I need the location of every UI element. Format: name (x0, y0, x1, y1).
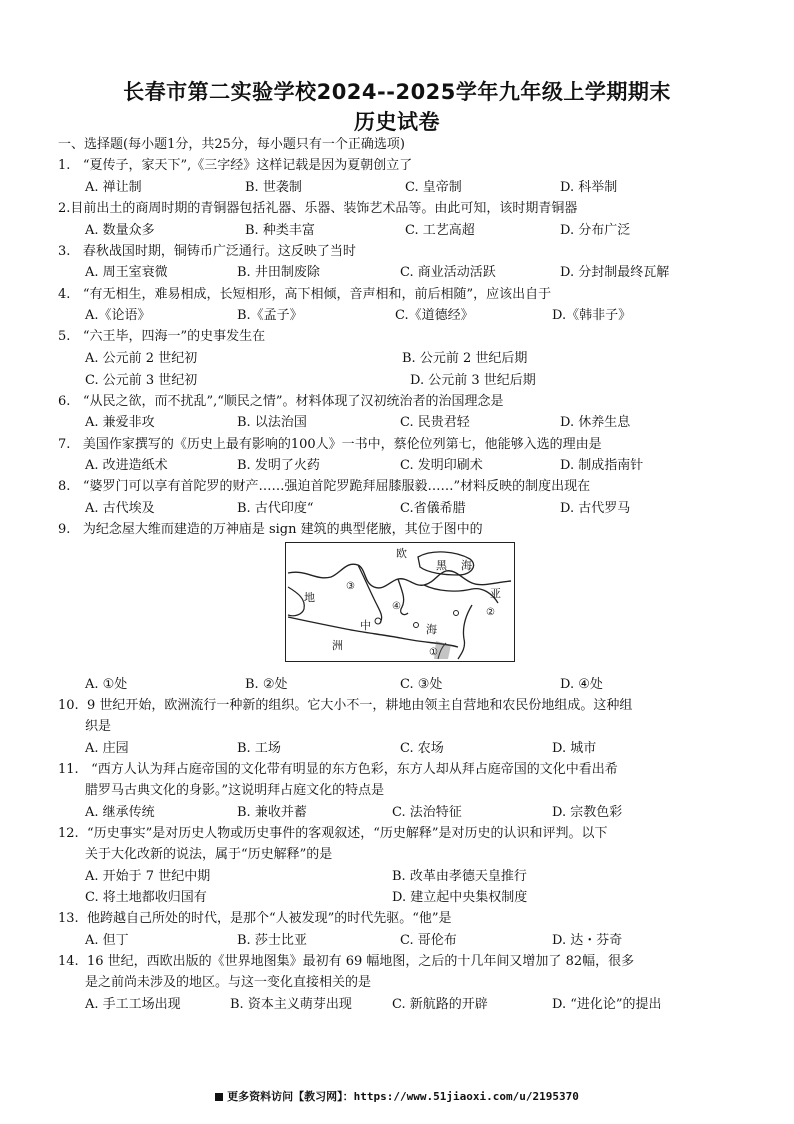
question-8: 8. “婆罗门可以享有首陀罗的财产……强迫首陀罗跪拜屈膝服毅……”材料反映的制度出现在 (58, 479, 591, 494)
option-9c: C. ③处 (400, 677, 443, 692)
map-label-zhou: 洲 (332, 639, 343, 652)
option-5d: D. 公元前 3 世纪后期 (410, 373, 536, 388)
option-4d: D.《韩非子》 (552, 308, 632, 323)
question-5: 5. “六王毕，四海一”的史事发生在 (58, 329, 266, 344)
footer-link[interactable]: 更多资料访问【教习网】：https://www.51jiaoxi.com/u/2195370 (0, 1088, 794, 1104)
option-1d: D. 科举制 (560, 180, 618, 195)
option-7c: C. 发明印刷术 (400, 458, 483, 473)
question-2: 2.目前出土的商周时期的青铜器包括礼器、乐器、装饰艺术品等。由此可知，该时期青铜器 (58, 201, 578, 216)
question-9: 9. 为纪念屋大维而建造的万神庙是 sign 建筑的典型佬腋，其位于图中的 (58, 522, 483, 537)
option-5c: C. 公元前 3 世纪初 (85, 373, 198, 388)
option-13c: C. 哥伦布 (400, 933, 457, 948)
map-marker-1: ① (429, 647, 438, 658)
option-3d: D. 分封制最终瓦解 (560, 265, 670, 280)
option-10a: A. 庄园 (85, 741, 129, 756)
option-2a: A. 数量众多 (85, 223, 155, 238)
map-label-sea2: 海 (426, 623, 437, 636)
option-12a: A. 开始于 7 世纪中期 (85, 869, 211, 884)
option-8a: A. 古代埃及 (85, 501, 155, 516)
map-drawing (286, 543, 513, 660)
option-1a: A. 禅让制 (85, 180, 142, 195)
question-14-cont: 是之前尚未涉及的地区。与这一变化直接相关的是 (85, 975, 372, 990)
question-3: 3. 春秋战国时期，铜铸币广泛通行。这反映了当时 (58, 244, 356, 259)
question-4: 4. “有无相生，难易相成，长短相形，高下相倾，音声相和，前后相随”，应该出自于 (58, 287, 552, 302)
option-2c: C. 工艺高超 (405, 223, 475, 238)
option-6d: D. 休养生息 (560, 415, 631, 430)
option-12c: C. 将土地都收归国有 (85, 890, 207, 905)
option-11c: C. 法治特征 (392, 805, 462, 820)
option-3b: B. 井田制废除 (237, 265, 320, 280)
island-crete (414, 623, 419, 628)
map-label-sea1: 海 (461, 559, 472, 572)
option-7a: A. 改进造纸术 (85, 458, 168, 473)
option-9d: D. ④处 (560, 677, 603, 692)
option-13a: A. 但丁 (85, 933, 129, 948)
option-14c: C. 新航路的开辟 (392, 997, 488, 1012)
map-label-europe: 欧 (396, 547, 407, 560)
option-11a: A. 继承传统 (85, 805, 155, 820)
asia-minor (424, 585, 498, 603)
question-14: 14. 16 世纪，西欧出版的《世界地图集》最初有 69 幅地图，之后的十几年间又增加了 82幅，很多 (58, 954, 635, 969)
exam-title-line1: 长春市第二实验学校2024--2025学年九年级上学期期末 (123, 80, 671, 104)
option-2b: B. 种类丰富 (245, 223, 315, 238)
option-10b: B. 工场 (237, 741, 281, 756)
map-label-zhong: 中 (360, 619, 371, 632)
exam-title-line2: 历史试卷 (354, 110, 440, 134)
question-10-cont: 织是 (85, 719, 112, 734)
italy-peninsula (358, 565, 382, 623)
map-marker-2: ② (486, 607, 495, 618)
option-3a: A. 周王室衰微 (85, 265, 168, 280)
option-6a: A. 兼爱非攻 (85, 415, 155, 430)
option-11d: D. 宗教色彩 (552, 805, 623, 820)
option-3c: C. 商业活动活跃 (400, 265, 496, 280)
option-11b: B. 兼收并蓄 (237, 805, 307, 820)
iberia (288, 587, 304, 616)
island-cyprus (454, 611, 459, 616)
option-4c: C.《道德经》 (395, 308, 474, 323)
option-1b: B. 世袭制 (245, 180, 302, 195)
option-14b: B. 资本主义萌芽出现 (230, 997, 352, 1012)
option-8c: C.省儀希腊 (400, 501, 466, 516)
option-1c: C. 皇帝制 (405, 180, 462, 195)
map-marker-3: ③ (346, 581, 355, 592)
option-8d: D. 古代罗马 (560, 501, 631, 516)
question-1: 1. “夏传子，家天下”,《三字经》这样记载是因为夏朝创立了 (58, 158, 413, 173)
option-5a: A. 公元前 2 世纪初 (85, 351, 198, 366)
option-6c: C. 民贵君轻 (400, 415, 470, 430)
option-8b: B. 古代印度“ (237, 501, 314, 516)
levant-coast (458, 605, 472, 659)
option-7d: D. 制成指南针 (560, 458, 644, 473)
option-2d: D. 分布广泛 (560, 223, 631, 238)
option-6b: B. 以法治国 (237, 415, 307, 430)
mediterranean-map (285, 542, 515, 662)
question-10: 10. 9 世纪开始，欧洲流行一种新的组织。它大小不一，耕地由领主自营地和农民份地组成。这种组 (58, 698, 633, 713)
option-10d: D. 城市 (552, 741, 597, 756)
question-11: 11. “西方人认为拜占庭帝国的文化带有明显的东方色彩，东方人却从拜占庭帝国的文化中看出希 (58, 762, 618, 777)
option-12d: D. 建立起中央集权制度 (392, 890, 528, 905)
question-11-cont: 腊罗马古典文化的身影。”这说明拜占庭文化的特点是 (85, 783, 385, 798)
question-12: 12. “历史事实”是对历史人物或历史事件的客观叙述，“历史解释”是对历史的认识和评判。以下 (58, 826, 608, 841)
option-13b: B. 莎士比亚 (237, 933, 307, 948)
option-4b: B.《孟子》 (237, 308, 303, 323)
option-12b: B. 改革由孝德天皇推行 (392, 869, 527, 884)
map-label-asia: 亚 (490, 587, 501, 600)
option-14a: A. 手工工场出现 (85, 997, 181, 1012)
map-label-black: 黑 (436, 559, 447, 572)
option-9b: B. ②处 (245, 677, 288, 692)
flag-icon (215, 1093, 223, 1101)
option-5b: B. 公元前 2 世纪后期 (402, 351, 528, 366)
option-14d: D. “进化论”的提出 (552, 997, 662, 1012)
question-12-cont: 关于大化改新的说法，属于“历史解释”的是 (85, 847, 333, 862)
question-13: 13. 他跨越自己所处的时代，是那个“人被发现”的时代先驱。“他”是 (58, 911, 452, 926)
question-6: 6. “从民之欲，而不扰乱”,“顺民之情”。材料体现了汉初统治者的治国理念是 (58, 394, 504, 409)
option-7b: B. 发明了火药 (237, 458, 320, 473)
section-heading: 一、选择题(每小题1分，共25分，每小题只有一个正确选项) (58, 137, 405, 152)
option-4a: A.《论语》 (85, 308, 151, 323)
map-label-di: 地 (304, 591, 315, 604)
option-10c: C. 农场 (400, 741, 444, 756)
option-9a: A. ①处 (85, 677, 128, 692)
island-sicily (375, 618, 381, 624)
question-7: 7. 美国作家撰写的《历史上最有影响的100人》一书中，蔡伦位列第七，他能够入选的理由是 (58, 437, 602, 452)
map-marker-4: ④ (392, 601, 401, 612)
option-13d: D. 达・芬奇 (552, 933, 623, 948)
